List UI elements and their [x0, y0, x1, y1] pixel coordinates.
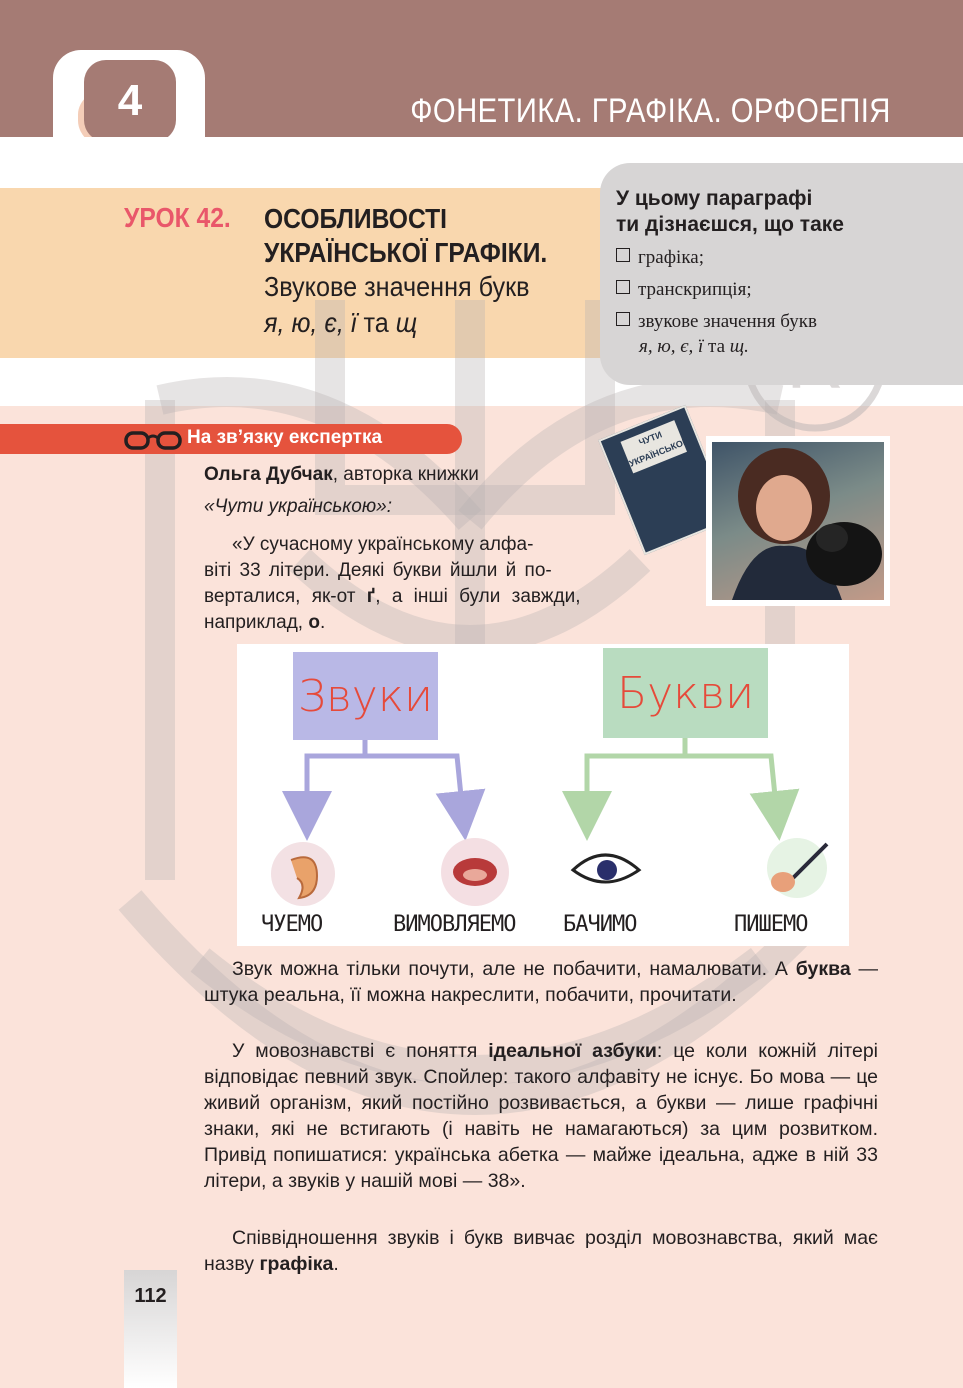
checkbox-icon — [616, 248, 630, 262]
expert-name-line — [204, 462, 479, 488]
figure-word-hear: ЧУЕМО — [261, 912, 323, 937]
sounds-letters-figure — [237, 644, 849, 946]
arrow-hear — [307, 740, 365, 816]
info-item-3: звукове значення букв — [616, 311, 817, 333]
expert-book-title: «Чути українською»: — [204, 496, 392, 517]
info-item-1: графіка; — [616, 247, 704, 269]
lesson-subtitle-line2 — [264, 306, 417, 339]
arrow-see — [587, 738, 685, 816]
glasses-icon — [124, 431, 182, 451]
expert-photo-drawing — [712, 442, 884, 600]
quote-line-4: наприклад, о. — [204, 612, 326, 633]
lesson-title-line2: УКРАЇНСЬКОЇ ГРАФІКИ. — [264, 237, 548, 268]
lesson-title-line1: ОСОБЛИВОСТІ — [264, 203, 448, 234]
checkbox-icon — [616, 312, 630, 326]
lesson-subtitle-last: щ — [395, 307, 418, 338]
figure-word-write: ПИШЕМО — [734, 912, 808, 937]
figure-letters-box: Букви — [603, 648, 768, 738]
book-cover-title: ЧУТИ УКРАЇНСЬКОЮ — [620, 420, 687, 473]
page-number: 112 — [134, 1285, 167, 1307]
expert-bar-label: На зв’язку експертка — [187, 427, 383, 448]
expert-photo — [706, 436, 890, 606]
expert-name: Ольга Дубчак — [204, 464, 333, 485]
figure-word-see: БАЧИМО — [563, 912, 637, 937]
body-paragraph-2: У мовознавстві є поняття ідеальної азбуки: це коли кожній літері відповідає певний звук. Спойлер: такого алфавіту не існує. Бо мова — це живий організм, який постійно розвивається, а букви — лише графічні знаки, які не встигають (і навіть не намагаються) за цим розвитком. Привід попишатися: українська абетка — майже ідеальна, адже в ній 33 літери, а звуків у нашій мові — 38». — [204, 1040, 879, 1192]
body-paragraph-1: Звук можна тільки почути, але не побачити, намалювати. А буква — штука реальна, її можна накреслити, побачити, прочитати. — [204, 958, 879, 1006]
arrow-speak — [365, 756, 463, 816]
lesson-subtitle-conj: та — [363, 307, 389, 338]
lesson-label: УРОК 42. — [124, 202, 231, 233]
info-item-2: транскрипція; — [616, 279, 752, 301]
figure-sounds-box: Звуки — [293, 652, 438, 740]
info-heading-line2: ти дізнаєшся, що таке — [616, 213, 844, 236]
info-box-heading — [616, 186, 844, 238]
chapter-number: 4 — [84, 60, 176, 142]
checkbox-icon — [616, 280, 630, 294]
body-paragraph-3: Співвідношення звуків і букв вивчає розділ мовознавства, який має назву графіка. — [204, 1227, 878, 1275]
section-title: ФОНЕТИКА. ГРАФІКА. ОРФОЕПІЯ — [410, 92, 891, 130]
lesson-title — [264, 202, 547, 270]
info-heading-line1: У цьому параграфі — [616, 187, 813, 210]
figure-arrows — [237, 644, 849, 946]
figure-word-speak: ВИМОВЛЯЕМО — [393, 912, 516, 937]
info-item-3-letters: я, ю, є, ї та щ. — [639, 336, 749, 357]
lesson-subtitle-line1: Звукове значення букв — [264, 271, 530, 302]
lesson-subtitle-letters: я, ю, є, ї — [264, 307, 357, 338]
quote-line-2: віті 33 літери. Деякі букви йшли й по- — [204, 560, 552, 581]
quote-line-1: «У сучасному українському алфа- — [232, 534, 534, 555]
quote-line-3: верталися, як-от ґ, а інші були завжди, — [204, 586, 581, 607]
arrow-write — [685, 756, 777, 816]
expert-role: , авторка книжки — [332, 464, 479, 485]
